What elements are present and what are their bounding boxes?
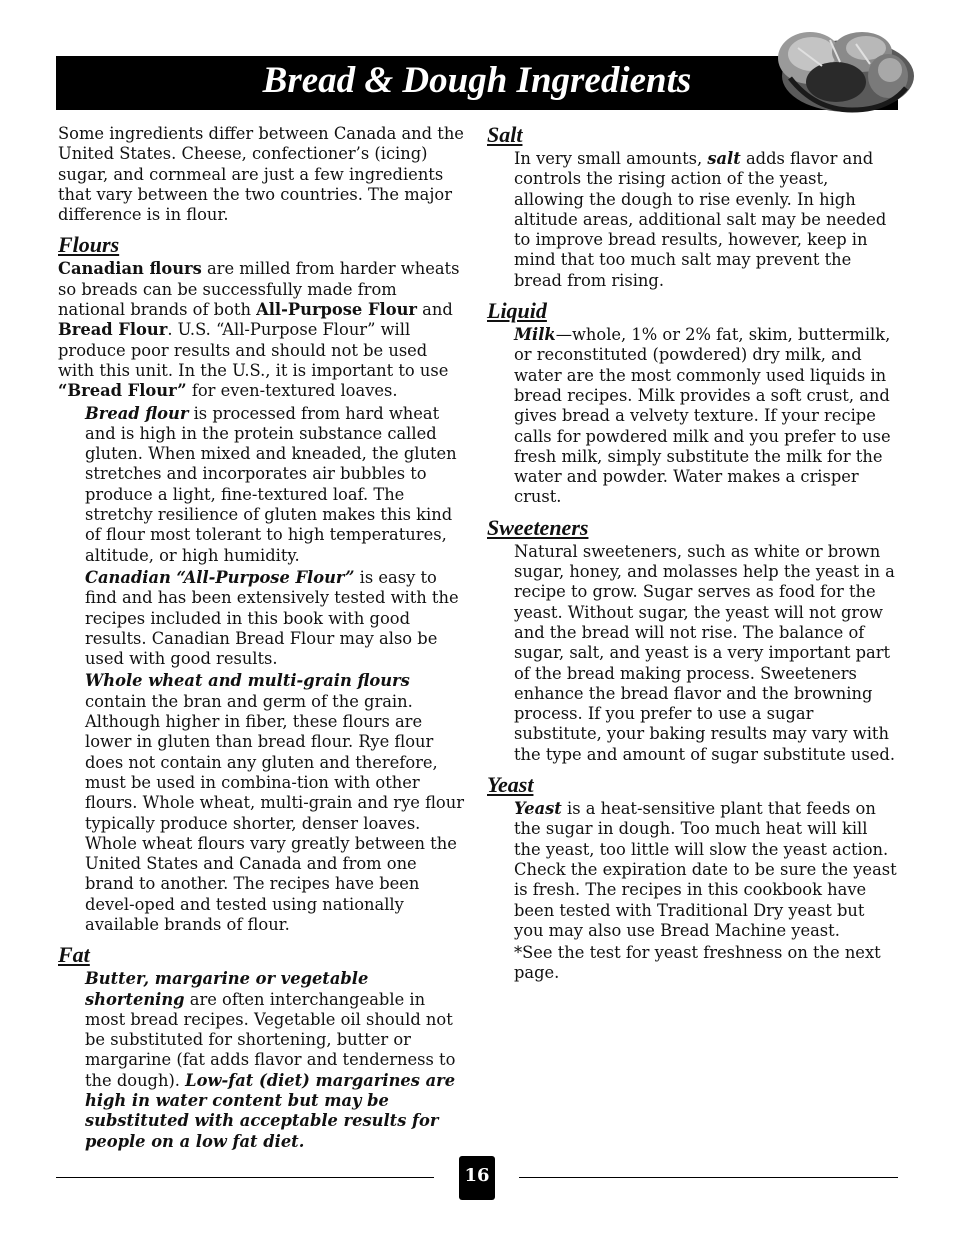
liquid-paragraph: Milk—whole, 1% or 2% fat, skim, buttermilk, or reconstituted (powdered) dry milk, and water are the most commonly used liquids in bread recipes. Milk provides a soft crust, and gives bread a velvety texture. If your recipe calls for powdered milk and you prefer to use fresh milk, simply substitute the milk for the water and powder. Water makes a crisper crust. bbox=[514, 325, 891, 507]
sweeteners-paragraph: Natural sweeteners, such as white or brown sugar, honey, and molasses help the yeast in a recipe to grow. Sugar serves as food for the yeast. Without sugar, the yeast will not grow and the bread will not rise. The balance of sugar, salt, and yeast is a very important part of the bread making process. Sweeteners enhance the bread flavor and the browning process. If you prefer to use a sugar substitute, your baking results may vary with the type and amount of sugar substitute used. bbox=[514, 541, 895, 764]
fat-heading: Fat bbox=[58, 942, 90, 968]
page-number-badge bbox=[459, 1156, 495, 1200]
milk-lead: Milk bbox=[514, 325, 556, 345]
bread-flour-bold: Bread Flour bbox=[58, 320, 168, 340]
right-column bbox=[487, 121, 897, 984]
page-title: Bread & Dough Ingredients bbox=[262, 60, 692, 101]
yeast-heading: Yeast bbox=[487, 772, 534, 798]
yeast-paragraph: Yeast is a heat-sensitive plant that feeds on the sugar in dough. Too much heat will kill the yeast, too little will slow the yeast action. Check the expiration date to be sure the yeast is fresh. The recipes in this cookbook have been tested with Traditional Dry yeast but you may also use Bread Machine yeast. bbox=[514, 799, 897, 940]
all-purpose-flour-bold: All-Purpose Flour bbox=[256, 300, 417, 320]
intro-paragraph: Some ingredients differ between Canada and the United States. Cheese, confectioner’s (icing) sugar, and cornmeal are just a few ingredients that vary between the two countries. The major difference is in flour. bbox=[58, 124, 464, 225]
bread-flour-quoted: “Bread Flour” bbox=[58, 381, 187, 401]
yeast-freshness-note: *See the test for yeast freshness on the next page. bbox=[514, 943, 881, 983]
low-fat-note: Low-fat (diet) margarines are high in water content but may be substituted with acceptable results for people on a low fat diet. bbox=[85, 1070, 456, 1151]
salt-paragraph: In very small amounts, salt adds flavor and controls the rising action of the yeast, allowing the dough to rise evenly. In high altitude areas, additional salt may be needed to improve bread results, however, keep in mind that too much salt may prevent the bread from rising. bbox=[514, 149, 887, 290]
bread-basket-icon bbox=[770, 18, 916, 118]
footer-rule-left bbox=[56, 1177, 434, 1178]
salt-heading: Salt bbox=[487, 122, 523, 147]
whole-wheat-lead: Whole wheat and multi-grain flours bbox=[85, 671, 410, 691]
footer-rule-right bbox=[519, 1177, 898, 1178]
flours-heading: Flours bbox=[58, 232, 120, 258]
fat-paragraph: Butter, margarine or vegetable shortening are often interchangeable in most bread recipes. Vegetable oil should not be substituted for shortening, butter or margarine (fat adds flavor and tenderness to the dough). Low-fat (diet) margarines are high in water content but may be substituted with acceptable results for people on a low fat diet. bbox=[85, 969, 456, 1151]
page-number: 16 bbox=[464, 1165, 490, 1186]
liquid-heading: Liquid bbox=[487, 298, 547, 324]
sweeteners-heading: Sweeteners bbox=[487, 514, 589, 540]
yeast-lead: Yeast bbox=[514, 799, 562, 819]
whole-wheat-paragraph: Whole wheat and multi-grain flours contain the bran and germ of the grain. Although higher in fiber, these flours are lower in gluten than bread flour. Rye flour does not contain any gluten and therefore, must be used in combina-tion with other flours. Whole wheat, multi-grain and rye flour typically produce shorter, denser loaves. Whole wheat flours vary greatly between the United States and Canada and from one brand to another. The recipes have been devel-oped and tested using nationally available brands of flour. bbox=[85, 671, 465, 934]
canadian-all-purpose-paragraph: Canadian “All-Purpose Flour” is easy to find and has been extensively tested with the recipes included in this book with good results. Canadian Bread Flour may also be used with good results. bbox=[85, 567, 459, 669]
salt-lead: salt bbox=[707, 149, 741, 168]
bread-flour-paragraph: Bread flour is processed from hard wheat and is high in the protein substance called gluten. When mixed and kneaded, the gluten stretches and incorporates air bubbles to produce a light, fine-textured loaf. The stretchy resilience of gluten makes this kind of flour most tolerant to high temperatures, altitude, or high humidity. bbox=[85, 403, 457, 565]
canadian-flours-paragraph: Canadian flours are milled from harder wheats so breads can be successfully made from national brands of both All-Purpose Flour and Bread Flour. U.S. “All-Purpose Flour” will produce poor results and should not be used with this unit. In the U.S., it is important to use “Bread Flour” for even-textured loaves. bbox=[58, 259, 460, 401]
fat-lead: Butter, margarine or vegetable shortening bbox=[85, 969, 369, 1009]
left-column bbox=[58, 124, 468, 1152]
bread-flour-lead: Bread flour bbox=[85, 403, 189, 423]
canadian-all-purpose-lead: Canadian “All-Purpose Flour” bbox=[85, 567, 355, 587]
canadian-flours-lead: Canadian flours bbox=[58, 259, 202, 279]
